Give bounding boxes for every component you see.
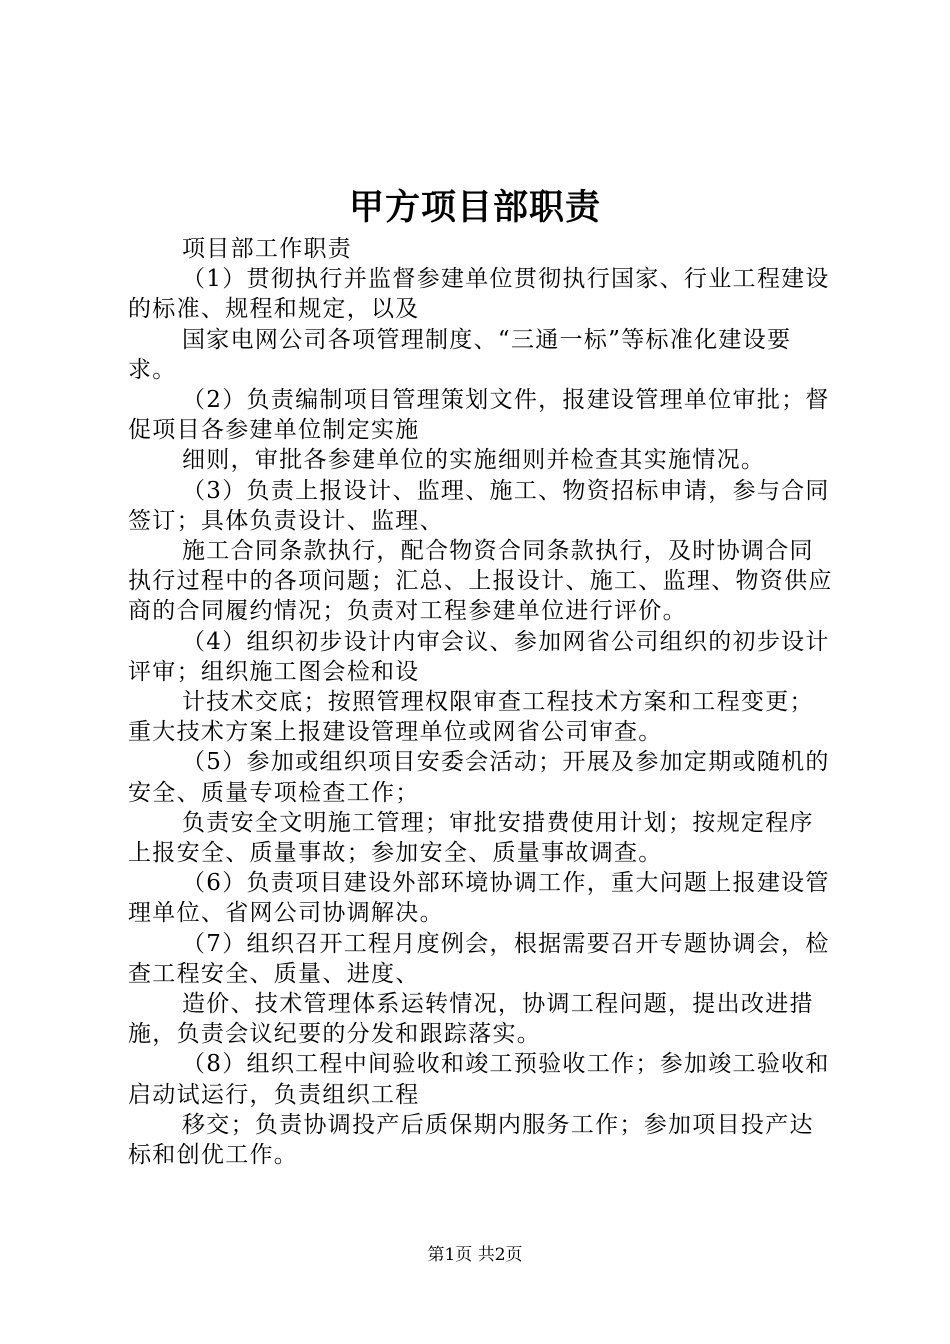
document-title: 甲方项目部职责 [348, 187, 601, 228]
paragraph-item-3-cont: 施工合同条款执行，配合物资合同条款执行，及时协调合同执行过程中的各项问题；汇总、上报设计、施工、监理、物资供应商的合同履约情况；负责对工程参建单位进行评价。 [128, 538, 833, 625]
paragraph-item-1: （1）贯彻执行并监督参建单位贯彻执行国家、行业工程建设的标准、规程和规定，以及 [128, 266, 830, 323]
page-footer: 第1页 共2页 [427, 1245, 523, 1265]
paragraph-item-4-cont: 计技术交底；按照管理权限审查工程技术方案和工程变更；重大技术方案上报建设管理单位或网省公司审查。 [128, 689, 814, 746]
paragraph-item-2-cont: 细则，审批各参建单位的实施细则并检查其实施情况。 [182, 447, 766, 474]
paragraph-item-5-cont: 负责安全文明施工管理；审批安措费使用计划；按规定程序上报安全、质量事故；参加安全、质量事故调查。 [128, 809, 814, 867]
paragraph-item-8-cont: 移交；负责协调投产后质保期内服务工作；参加项目投产达标和创优工作。 [128, 1111, 814, 1169]
paragraph-item-6: （6）负责项目建设外部环境协调工作，重大问题上报建设管理单位、省网公司协调解决。 [128, 870, 830, 927]
document-body [128, 234, 838, 1170]
paragraph-item-3: （3）负责上报设计、监理、施工、物资招标申请，参与合同签订；具体负责设计、监理、 [128, 477, 830, 534]
paragraph-item-2: （2）负责编制项目管理策划文件，报建设管理单位审批；督促项目各参建单位制定实施 [128, 387, 830, 444]
section-heading: 项目部工作职责 [182, 236, 353, 262]
paragraph-item-4: （4）组织初步设计内审会议、参加网省公司组织的初步设计评审；组织施工图会检和设 [128, 628, 830, 685]
paragraph-item-7: （7）组织召开工程月度例会，根据需要召开专题协调会，检查工程安全、质量、进度、 [128, 930, 830, 987]
paragraph-item-8: （8）组织工程中间验收和竣工预验收工作；参加竣工验收和启动试运行，负责组织工程 [128, 1051, 830, 1108]
paragraph-item-7-cont: 造价、技术管理体系运转情况，协调工程问题，提出改进措施，负责会议纪要的分发和跟踪落实。 [128, 991, 814, 1048]
paragraph-item-1-cont: 国家电网公司各项管理制度、“三通一标”等标准化建设要求。 [128, 326, 792, 383]
paragraph-item-5: （5）参加或组织项目安委会活动；开展及参加定期或随机的安全、质量专项检查工作； [128, 749, 830, 806]
